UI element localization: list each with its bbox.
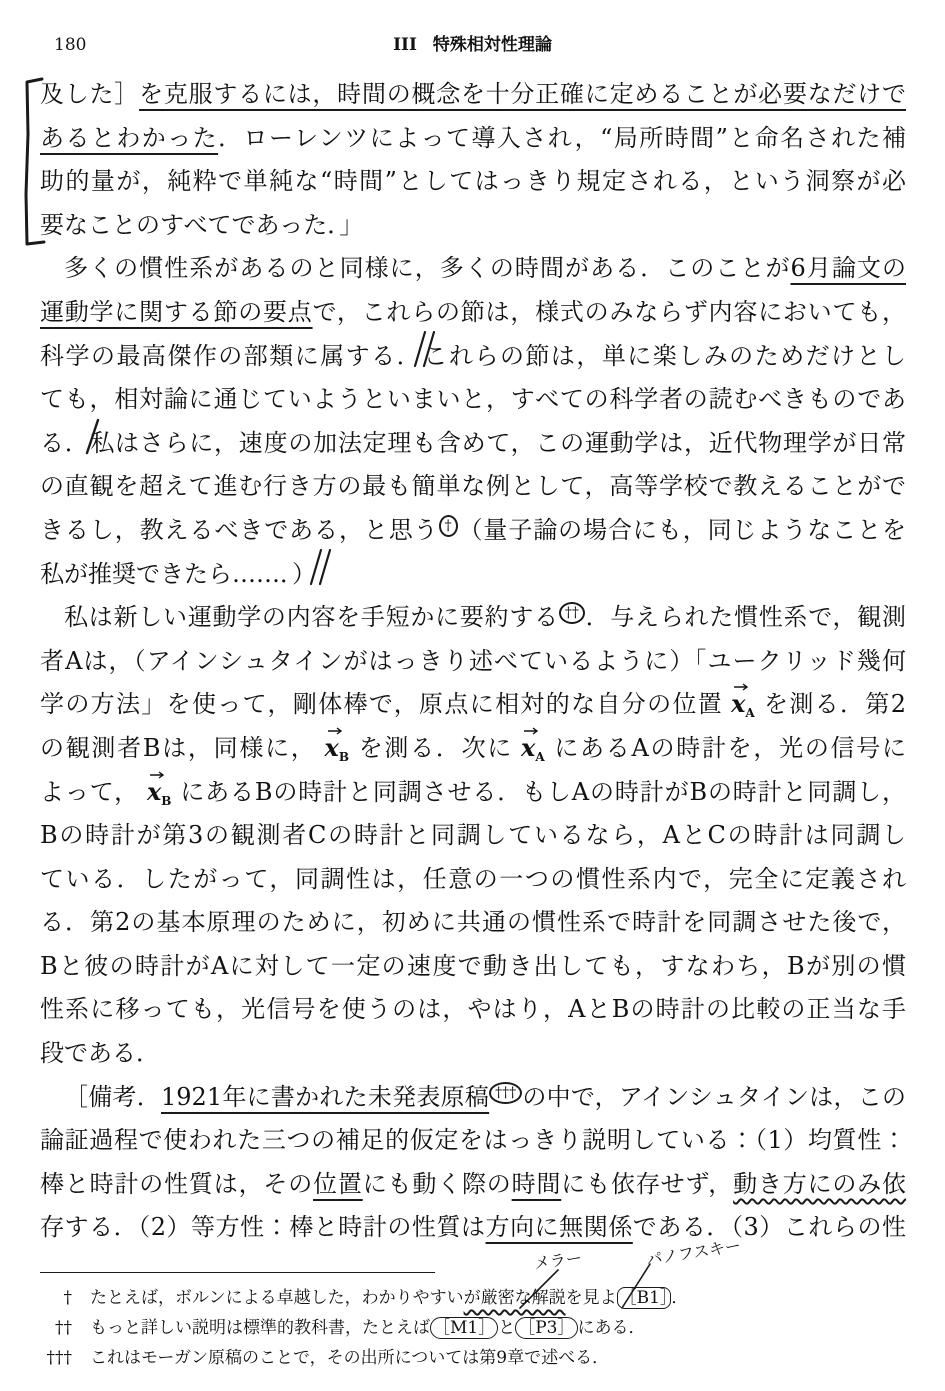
circled-footnote-ref: ††† <box>489 1082 522 1104</box>
text-line <box>40 117 906 161</box>
footnote-text: ． <box>671 1288 689 1308</box>
text-line <box>40 771 906 815</box>
text-segment: ［備考． <box>64 1082 162 1111</box>
paragraph <box>40 73 906 247</box>
text-segment: 論証過程で使われた三つの補足的仮定をはっきり説明している：（1）均質性： <box>40 1126 906 1155</box>
paragraph <box>40 1076 906 1250</box>
text-segment: る．第2の基本原理のために，初めに共通の慣性系で時計を同調させた後で， <box>40 908 906 937</box>
vector-subscript: A <box>535 749 545 764</box>
footnote <box>40 1283 900 1313</box>
text-line <box>40 422 906 466</box>
text-segment: ている．したがって，同調性は，任意の一つの慣性系内で，完全に定義され <box>40 864 906 893</box>
text-line <box>40 204 906 248</box>
vector-arrow-icon <box>149 771 165 779</box>
text-line <box>40 596 906 640</box>
text-segment: 助的量が，純粋で単純な“時間”としてはっきり規定される，という洞察が必 <box>40 167 906 196</box>
text-line <box>40 291 906 335</box>
text-line <box>40 73 906 117</box>
text-line <box>40 727 906 771</box>
text-line <box>40 335 906 379</box>
vector-arrow-icon <box>327 727 343 735</box>
paragraph <box>40 247 906 596</box>
circled-citation: ［M1］ <box>430 1317 498 1339</box>
vector-arrow-icon <box>733 683 749 691</box>
text-line <box>40 465 906 509</box>
text-segment: 性系に移っても，光信号を使うのは，やはり，AとBの時計の比較の正当な手 <box>40 995 906 1024</box>
body-text <box>40 73 906 1250</box>
text-segment: Bと彼の時計がAに対して一定の速度で動き出しても，すなわち，Bが別の慣 <box>40 951 906 980</box>
footnote-text: を見よ <box>565 1288 617 1308</box>
part-title: 特殊相対性理論 <box>432 35 552 55</box>
text-segment: 多くの慣性系があるのと同様に，多くの時間がある．このことが <box>64 254 791 283</box>
underlined-text: 運動学に関する節の要点 <box>40 297 313 326</box>
vector-symbol: x <box>521 732 536 762</box>
text-line <box>40 640 906 684</box>
circled-citation: ［P3］ <box>515 1317 577 1339</box>
circled-footnote-ref: † <box>439 515 458 537</box>
text-segment: これらの節は，単に楽しみのためだけとし <box>422 341 907 370</box>
circled-footnote-ref: †† <box>559 602 585 624</box>
position-vector <box>731 689 755 721</box>
position-vector <box>324 732 349 764</box>
text-segment: 及した］ <box>40 80 140 108</box>
wavy-underlined-text: 動き方にのみ依 <box>733 1169 907 1198</box>
double-slash-stroke <box>410 330 438 368</box>
underlined-text: 方向に無関係 <box>485 1213 633 1242</box>
wavy-underlined-text: が厳密な解説 <box>463 1288 566 1308</box>
vector-subscript: B <box>338 749 349 764</box>
text-line <box>40 509 906 553</box>
text-line <box>40 378 906 422</box>
footnote-rule <box>40 1272 435 1273</box>
text-segment: 要なことのすべてであった．」 <box>40 210 364 239</box>
vector-arrow-icon <box>523 727 539 735</box>
underlined-text: 1921年に書かれた未発表原稿 <box>161 1082 490 1111</box>
footnote-text: これはモーガン原稿のことで，その出所については第9章で述べる． <box>90 1348 610 1368</box>
text-segment: 私はさらに，速度の加法定理も含めて，この運動学は，近代物理学が日常 <box>89 428 906 457</box>
text-segment: 段である． <box>40 1039 160 1068</box>
text-segment: Bの時計が第3の観測者Cの時計と同調しているなら，AとCの時計は同調し <box>40 821 906 850</box>
text-segment: にあるAの時計を，光の信号に <box>552 733 906 762</box>
vector-symbol: x <box>324 732 339 762</box>
text-segment: （量子論の場合にも，同じようなことを <box>457 515 907 544</box>
text-line <box>40 858 906 902</box>
slash-stroke <box>78 417 106 455</box>
text-line <box>40 901 906 945</box>
vector-symbol: x <box>731 689 746 719</box>
text-segment: ．与えられた慣性系で，観測 <box>584 603 906 632</box>
text-line <box>40 553 906 597</box>
underlined-text: 時間 <box>511 1169 562 1198</box>
text-line <box>40 814 906 858</box>
footnote <box>40 1313 900 1343</box>
text-segment: を測る．第2 <box>762 690 906 719</box>
vector-symbol: x <box>146 776 162 806</box>
boxed-citation: ［B1］ <box>617 1287 672 1309</box>
text-segment: きるし，教えるべきである，と思う <box>40 515 439 544</box>
part-numeral: III <box>393 35 417 55</box>
text-line <box>40 1076 906 1120</box>
text-segment: 者Aは，（アインシュタインがはっきり述べているように）「ユークリッド幾何 <box>40 646 906 675</box>
position-vector <box>521 732 545 764</box>
text-segment: る． <box>40 428 90 457</box>
text-line <box>40 247 906 291</box>
text-segment: にも依存せず， <box>561 1169 734 1198</box>
underlined-text: 位置 <box>313 1169 363 1198</box>
text-line <box>40 160 906 204</box>
footnote-text: と <box>498 1318 516 1338</box>
footnote-mark: † <box>63 1288 72 1308</box>
page-number: 180 <box>54 35 87 55</box>
underlined-text: あるとわかった <box>40 123 219 152</box>
text-line <box>40 1032 906 1076</box>
text-line <box>40 683 906 727</box>
text-segment: である．（3）これらの性 <box>632 1213 906 1242</box>
text-segment: ．ローレンツによって導入され，“局所時間”と命名された補 <box>218 123 906 152</box>
text-segment: の直観を超えて進む行き方の最も簡単な例として，高等学校で教えることがで <box>40 472 906 501</box>
footnote-text: たとえば，ボルンによる卓越した，わかりやすい <box>90 1288 464 1308</box>
text-segment: で，これらの節は，様式のみならず内容においても， <box>312 297 907 326</box>
footnote-text: もっと詳しい説明は標準的教科書，たとえば <box>90 1318 430 1338</box>
paragraph <box>40 596 906 1076</box>
footnotes <box>40 1283 900 1373</box>
footnote-mark: ††† <box>46 1348 72 1368</box>
handwritten-note: メラー <box>532 1248 583 1273</box>
position-vector <box>146 776 172 808</box>
text-segment: 存する．（2）等方性：棒と時計の性質は <box>40 1213 486 1242</box>
vector-subscript: A <box>745 706 755 721</box>
text-segment: の観測者Bは，同様に， <box>40 733 317 762</box>
text-segment: にあるBの時計と同調させる．もしAの時計がBの時計と同調し， <box>179 777 906 806</box>
text-segment: 学の方法」を使って，剛体棒で，原点に相対的な自分の位置 <box>40 690 724 719</box>
text-segment: ても，相対論に通じていようといまいと，すべての科学者の読むべきものであ <box>40 385 906 414</box>
text-segment: 私は新しい運動学の内容を手短かに要約する <box>64 603 559 632</box>
text-line <box>40 988 906 1032</box>
underlined-text: 6月論文の <box>790 254 906 283</box>
text-line <box>40 945 906 989</box>
text-line <box>40 1206 906 1250</box>
text-segment: よって， <box>40 777 139 806</box>
footnote-mark: †† <box>55 1318 72 1338</box>
handwritten-note: パノフスキー <box>645 1235 743 1270</box>
running-header <box>0 34 945 56</box>
double-slash-stroke <box>304 548 332 586</box>
text-segment: を測る．次に <box>356 733 513 762</box>
text-segment: 科学の最高傑作の部類に属する． <box>40 341 423 370</box>
text-segment: の中で，アインシュタインは，この <box>522 1082 906 1111</box>
vector-subscript: B <box>161 793 172 808</box>
underlined-text: を克服するには，時間の概念を十分正確に定めることが必要なだけで <box>139 80 907 108</box>
footnote-text: にある． <box>577 1318 646 1338</box>
text-segment: 棒と時計の性質は，その <box>40 1169 314 1198</box>
text-line <box>40 1163 906 1207</box>
footnote <box>40 1343 900 1373</box>
text-segment: にも動く際の <box>362 1169 512 1198</box>
text-line <box>40 1119 906 1163</box>
text-segment: 私が推奨できたら……．） <box>40 559 316 588</box>
